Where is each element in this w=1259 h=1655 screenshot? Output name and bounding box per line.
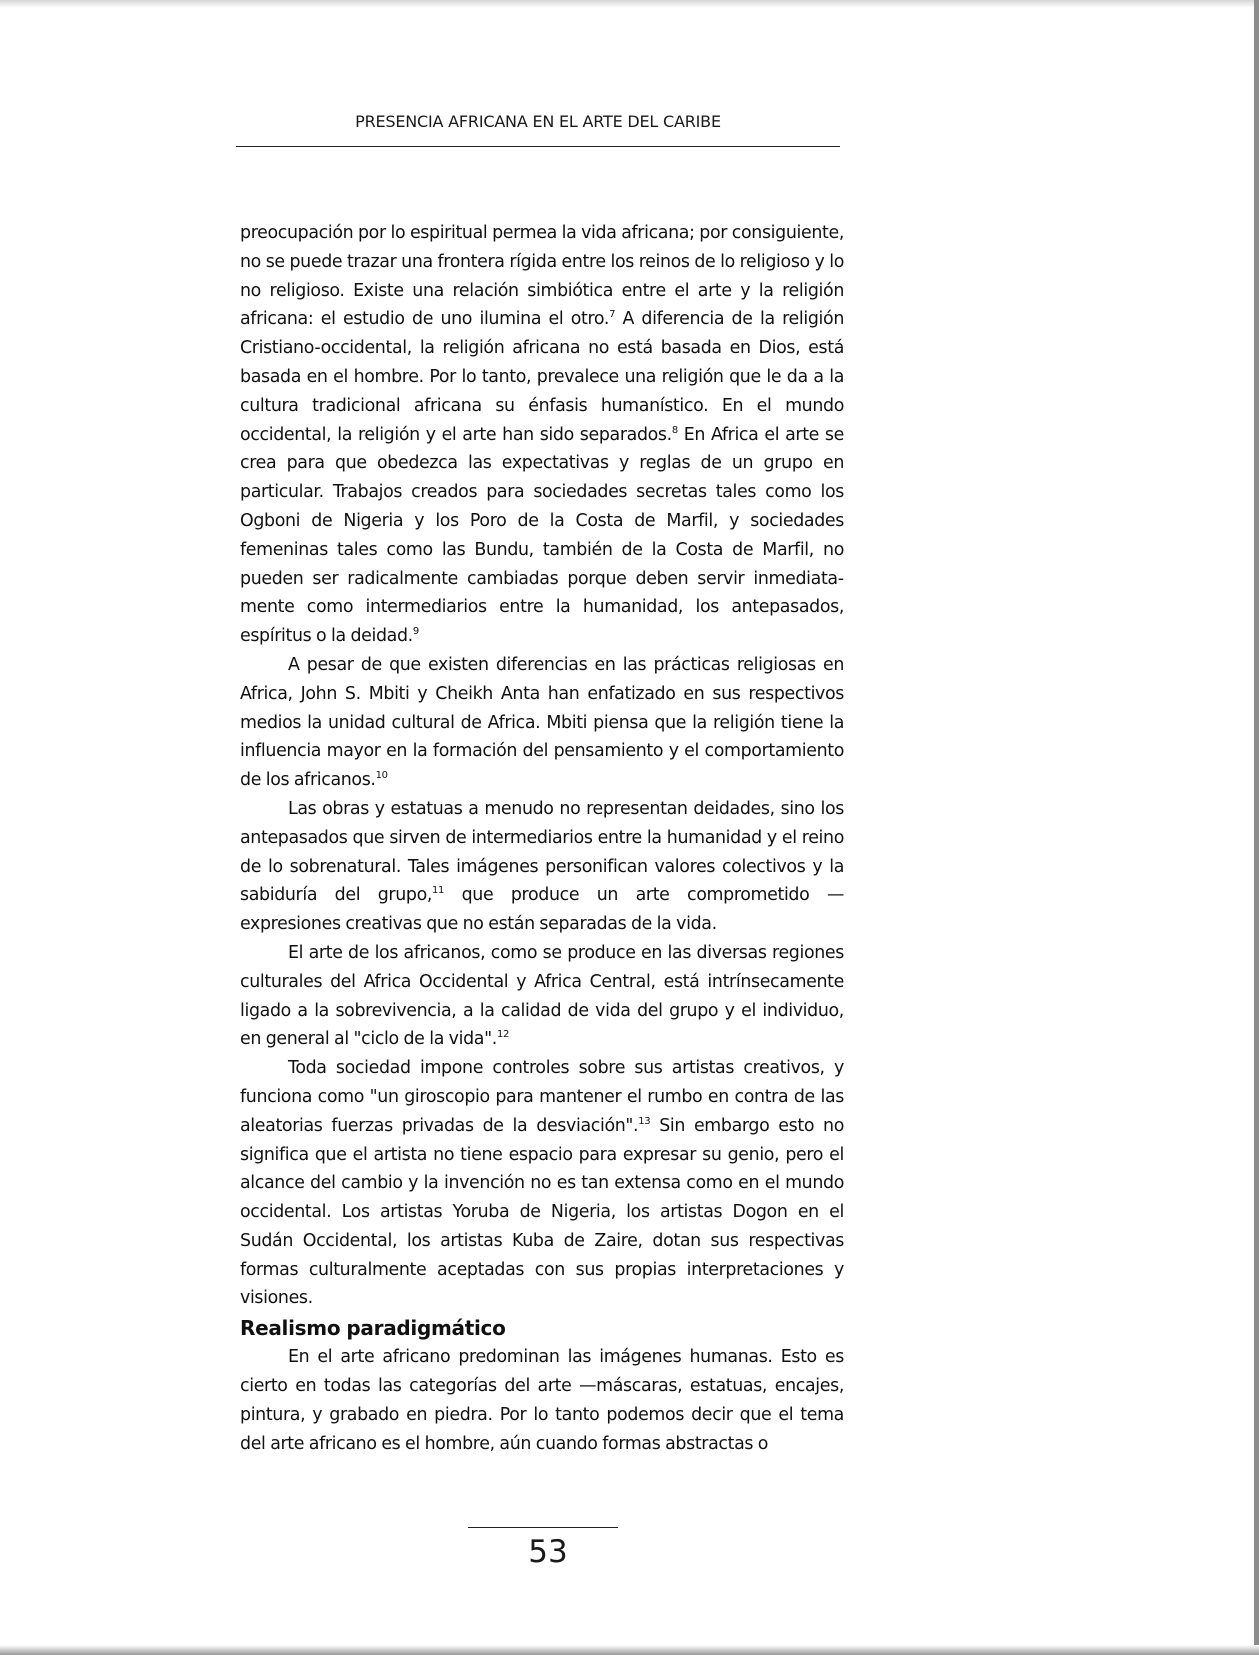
paragraph-6-text: En el arte africano predominan las imágenes humanas. Esto es cierto en todas las categorías del arte —máscaras, estatuas, encajes, pintura, y grabado en piedra. Por lo tanto podemos decir que el tema del arte africano es el hombre, aún cuando formas abstractas o xyxy=(240,1347,844,1454)
paragraph-5-part-1: Toda sociedad impone controles sobre sus artistas creativos, y funciona como "un giroscopio para mantener el rumbo en contra de las aleatorias fuerzas privadas de la desviación". xyxy=(240,1058,844,1136)
paragraph-3-part-1: Las obras y estatuas a menudo no representan deidades, sino los antepasados que sirven de intermediarios entre la humanidad y el reino de lo sobrenatural. Tales imágenes personifican valores colectivos y la sabiduría del grupo, xyxy=(240,798,844,906)
header-rule xyxy=(236,146,840,147)
paragraph-2 xyxy=(240,651,844,795)
paragraph-1-part-3: En Africa el arte se crea para que obedezca las expectativas y reglas de un grupo en particular. Trabajos creados para sociedades secretas tales como los Ogboni de Nigeria y los Poro de la Costa de Marfil, y sociedades femeninas tales como las Bundu, también de la Costa de Marfil, no pueden ser radicalmente cambiadas porque deben servir inmediatamente como intermediarios entre la humanidad, los antepasados, espíritus o la deidad. xyxy=(240,424,844,647)
paragraph-5 xyxy=(240,1054,844,1313)
running-header: PRESENCIA AFRICANA EN EL ARTE DEL CARIBE xyxy=(355,112,721,131)
footnote-ref-13: 13 xyxy=(638,1115,651,1127)
footnote-ref-8: 8 xyxy=(671,424,678,436)
page-edge-right xyxy=(1254,0,1259,1655)
paragraph-4 xyxy=(240,939,844,1054)
paragraph-6 xyxy=(240,1343,844,1458)
section-heading: Realismo paradigmático xyxy=(240,1316,506,1341)
paragraph-3 xyxy=(240,795,844,939)
footnote-ref-9: 9 xyxy=(412,626,419,638)
page-number: 53 xyxy=(528,1534,568,1570)
body-text xyxy=(240,219,844,1458)
footnote-ref-10: 10 xyxy=(375,770,388,782)
paragraph-1 xyxy=(240,219,844,651)
page-edge-bottom xyxy=(0,1645,1259,1655)
paragraph-5-part-2: Sin embargo esto no significa que el artista no tiene espacio para expresar su genio, pero el alcance del cambio y la invención no es tan extensa como en el mundo occidental. Los artistas Yoruba de Nigeria, los artistas Dogon en el Sudán Occidental, los artistas Kuba de Zaire, dotan sus respectivas formas culturalmente aceptadas con sus propias interpretaciones y visiones. xyxy=(240,1115,844,1309)
paragraph-3-part-2: que produce un arte comprometido — expresiones creativas que no están separadas de la vida. xyxy=(240,885,844,935)
paragraph-1-part-1: preocupación por lo espiritual permea la vida africana; por consiguiente, no se puede trazar una frontera rígida entre los reinos de lo religioso y lo no religioso. Existe una relación simbiótica entre el arte y la religión africana: el estudio de uno ilumina el otro. xyxy=(240,223,844,330)
page-edge-top xyxy=(0,0,1259,8)
footer-rule xyxy=(468,1527,618,1528)
footnote-ref-7: 7 xyxy=(609,309,616,321)
paragraph-1-part-2: A diferencia de la religión Cristiano-occidental, la religión africana no está basada en Dios, está basada en el hombre. Por lo tanto, prevalece una religión que le da a la cultura tradicional africana su énfasis humanístico. En el mundo occidental, la religión y el arte han sido separados. xyxy=(240,309,845,445)
footnote-ref-11: 11 xyxy=(432,885,445,897)
paragraph-4-text: El arte de los africanos, como se produce en las diversas regiones culturales del Africa Occidental y Africa Central, está intrínsecamente ligado a la sobrevivencia, a la calidad de vida del grupo y el individuo, en general al "ciclo de la vida". xyxy=(240,942,844,1050)
paragraph-2-text: A pesar de que existen diferencias en las prácticas religiosas en Africa, John S. Mbiti y Cheikh Anta han enfatizado en sus respectivos medios la unidad cultural de Africa. Mbiti piensa que la religión tiene la influencia mayor en la formación del pensamiento y el comportamiento de los africanos. xyxy=(240,654,844,791)
footnote-ref-12: 12 xyxy=(496,1029,509,1041)
